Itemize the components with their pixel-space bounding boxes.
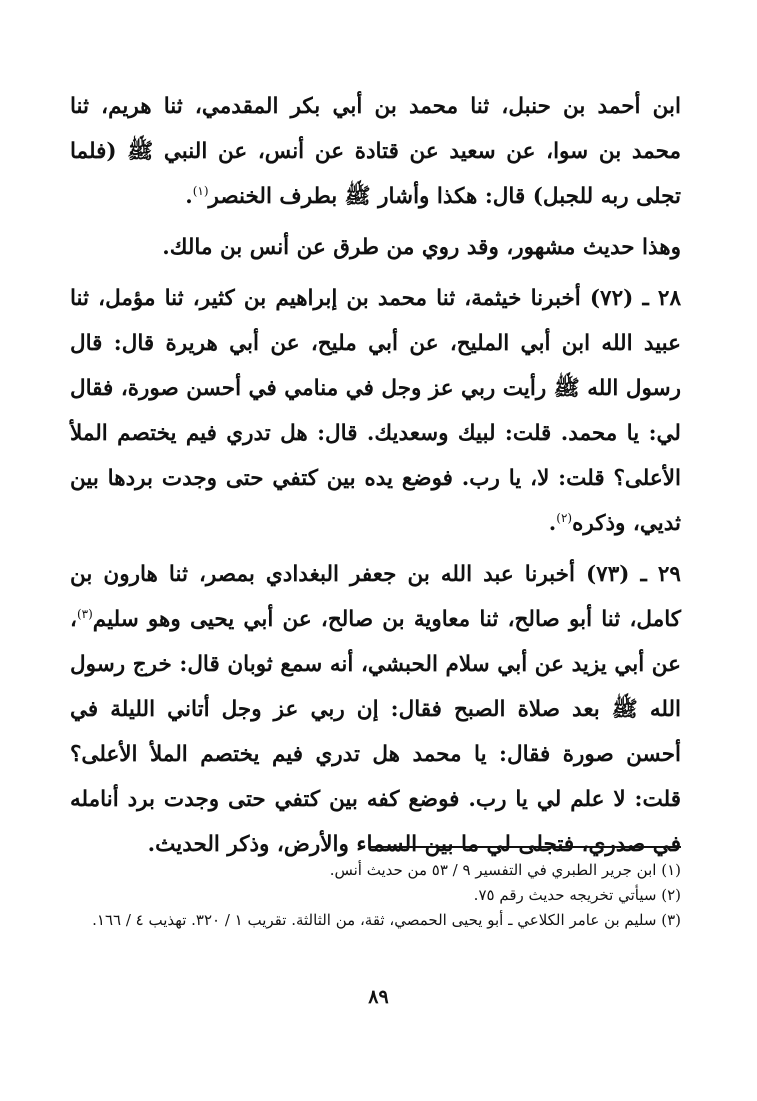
- footnote-divider: [370, 846, 681, 848]
- footnote-3: (٣) سليم بن عامر الكلاعي ـ أبو يحيى الحمصي، ثقة، من الثالثة. تقريب ١ / ٣٢٠. تهذيب ٤ / ١٦٦.: [92, 911, 681, 929]
- footnote-1: (١) ابن جرير الطبري في التفسير ٩ / ٥٣ من حديث أنس.: [329, 861, 681, 879]
- paragraph-text: ابن أحمد بن حنبل، ثنا محمد بن أبي بكر المقدمي، ثنا هريم، ثنا محمد بن سوا، عن سعيد عن قتادة عن أنس، عن النبي ﷺ (فلما تجلى ربه للجبل) قال: هكذا وأشار ﷺ بطرف الخنصر: [70, 94, 681, 209]
- paragraph-hadith-29: [70, 552, 681, 867]
- footnote-ref-3: (٣): [76, 606, 93, 621]
- paragraph-comment: [70, 225, 681, 270]
- footnotes: [70, 858, 681, 933]
- paragraph-text: ٢٨ ـ (٧٢) أخبرنا خيثمة، ثنا محمد بن إبراهيم بن كثير، ثنا مؤمل، ثنا عبيد الله ابن أبي المليح، عن أبي مليح، عن أبي هريرة قال: قال رسول الله ﷺ رأيت ربي عز وجل في منامي في أحسن صورة، فقال لي: يا محمد. قلت: لبيك وسعديك. قال: هل تدري فيم يختصم الملأ الأعلى؟ قلت: لا، يا رب. فوضع يده بين كتفي حتى وجدت بردها بين ثديي، وذكره: [70, 286, 681, 536]
- page-number: ٨٩: [368, 986, 389, 1008]
- footnote-ref-1: (١): [192, 183, 209, 198]
- paragraph-end: .: [185, 184, 193, 209]
- paragraph-text: وهذا حديث مشهور، وقد روي من طرق عن أنس بن مالك.: [162, 235, 681, 260]
- footnote-ref-2: (٢): [556, 510, 573, 525]
- paragraph-text: ٢٩ ـ (٧٣) أخبرنا عبد الله بن جعفر البغدادي بمصر، ثنا هارون بن كامل، ثنا أبو صالح، ثنا معاوية بن صالح، عن أبي يحيى وهو سليم: [70, 562, 681, 632]
- paragraph-isnad-anas: [70, 84, 681, 219]
- paragraph-text: ، عن أبي يزيد عن أبي سلام الحبشي، أنه سمع ثوبان قال: خرج رسول الله ﷺ بعد صلاة الصبح فقال: إن ربي عز وجل أتاني الليلة في أحسن صورة فقال: يا محمد هل تدري فيم يختصم الملأ الأعلى؟ قلت: لا علم لي يا رب. فوضع كفه بين كتفي حتى وجدت برد أنامله في صدري، فتجلى لي ما بين السماء والأرض، وذكر الحديث.: [70, 607, 681, 857]
- footnote-2: (٢) سيأتي تخريجه حديث رقم ٧٥.: [473, 886, 681, 904]
- paragraph-hadith-28: [70, 276, 681, 546]
- paragraph-end: .: [548, 511, 557, 536]
